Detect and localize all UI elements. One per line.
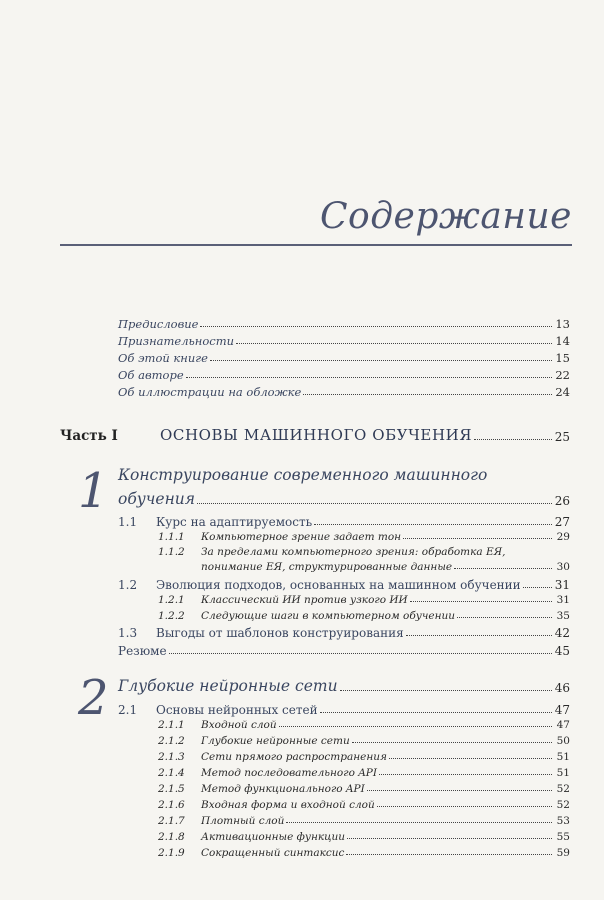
subsection-number: 2.1.5 xyxy=(158,783,185,795)
toc-subsection-2-1-6[interactable] xyxy=(158,799,570,811)
subsection-number: 2.1.2 xyxy=(158,735,185,747)
toc-section-1-3[interactable] xyxy=(118,626,570,640)
subsection-page: 51 xyxy=(556,751,570,763)
section-page: 31 xyxy=(554,578,570,592)
section-title: Основы нейронных сетей xyxy=(156,703,318,717)
toc-entry-acknowledgments[interactable] xyxy=(118,334,570,348)
subsection-number: 2.1.9 xyxy=(158,847,185,859)
subsection-page: 30 xyxy=(556,561,570,573)
part-page: 25 xyxy=(554,430,570,444)
subsection-page: 50 xyxy=(556,735,570,747)
chapter-1-title-line2: обучения xyxy=(118,490,196,508)
toc-section-2-1[interactable] xyxy=(118,703,570,717)
section-title: Эволюция подходов, основанных на машинном обучении xyxy=(156,578,521,592)
subsection-title: Компьютерное зрение задает тон xyxy=(201,531,402,543)
subsection-title: Сети прямого распространения xyxy=(201,751,387,763)
chapter-1-title-line1[interactable]: Конструирование современного машинного xyxy=(118,466,488,484)
section-number: 2.1 xyxy=(118,703,138,717)
subsection-page: 35 xyxy=(556,610,570,622)
subsection-number: 1.2.2 xyxy=(158,610,185,622)
toc-summary-1[interactable] xyxy=(118,644,570,658)
subsection-number: 1.2.1 xyxy=(158,594,185,606)
toc-part-1[interactable] xyxy=(60,426,570,444)
toc-subsection-2-1-5[interactable] xyxy=(158,783,570,795)
subsection-page: 31 xyxy=(556,594,570,606)
subsection-number: 1.1.1 xyxy=(158,531,185,543)
toc-entry-cover-illustration[interactable] xyxy=(118,385,570,399)
subsection-number: 2.1.6 xyxy=(158,799,185,811)
subsection-page: 29 xyxy=(556,531,570,543)
subsection-title: Активационные функции xyxy=(201,831,346,843)
section-title: Курс на адаптируемость xyxy=(156,515,313,529)
summary-page: 45 xyxy=(554,644,570,658)
entry-page: 22 xyxy=(555,368,570,382)
toc-entry-about-author[interactable] xyxy=(118,368,570,382)
subsection-number: 2.1.4 xyxy=(158,767,185,779)
subsection-number: 2.1.1 xyxy=(158,719,185,731)
section-number: 1.2 xyxy=(118,578,138,592)
toc-entry-about-book[interactable] xyxy=(118,351,570,365)
part-label: Часть I xyxy=(60,428,118,444)
subsection-title-cont: понимание ЕЯ, структурированные данные xyxy=(201,561,453,573)
toc-subsection-2-1-1[interactable] xyxy=(158,719,570,731)
entry-label: Признательности xyxy=(118,334,235,348)
section-page: 47 xyxy=(554,703,570,717)
toc-subsection-2-1-8[interactable] xyxy=(158,831,570,843)
part-title: ОСНОВЫ МАШИННОГО ОБУЧЕНИЯ xyxy=(160,426,473,444)
subsection-title: Входной слой xyxy=(201,719,277,731)
summary-title: Резюме xyxy=(118,644,167,658)
toc-subsection-1-1-2-line1[interactable] xyxy=(158,546,506,558)
entry-page: 15 xyxy=(555,351,570,365)
chapter-number-1: 1 xyxy=(78,463,109,519)
section-number: 1.3 xyxy=(118,626,138,640)
section-title: Выгоды от шаблонов конструирования xyxy=(156,626,404,640)
subsection-title: Глубокие нейронные сети xyxy=(201,735,350,747)
entry-page: 14 xyxy=(555,334,570,348)
toc-section-1-1[interactable] xyxy=(118,515,570,529)
chapter-number-2: 2 xyxy=(78,670,109,726)
toc-chapter-1[interactable] xyxy=(118,490,570,508)
toc-subsection-2-1-9[interactable] xyxy=(158,847,570,859)
toc-subsection-2-1-7[interactable] xyxy=(158,815,570,827)
subsection-title: За пределами компьютерного зрения: обработка ЕЯ, xyxy=(201,546,506,558)
toc-title: Содержание xyxy=(320,196,572,237)
toc-subsection-1-1-1[interactable] xyxy=(158,531,570,543)
subsection-page: 52 xyxy=(556,783,570,795)
subsection-title: Метод последовательного API xyxy=(201,767,378,779)
toc-chapter-2[interactable] xyxy=(118,677,570,695)
chapter-1-page: 26 xyxy=(554,494,570,508)
title-divider xyxy=(60,244,572,246)
subsection-number: 2.1.7 xyxy=(158,815,185,827)
toc-subsection-2-1-4[interactable] xyxy=(158,767,570,779)
subsection-title: Входная форма и входной слой xyxy=(201,799,375,811)
subsection-title: Классический ИИ против узкого ИИ xyxy=(201,594,408,606)
subsection-number: 2.1.3 xyxy=(158,751,185,763)
subsection-page: 51 xyxy=(556,767,570,779)
section-page: 42 xyxy=(554,626,570,640)
chapter-2-title: Глубокие нейронные сети xyxy=(118,677,338,695)
section-number: 1.1 xyxy=(118,515,138,529)
subsection-title: Сокращенный синтаксис xyxy=(201,847,345,859)
subsection-title: Следующие шаги в компьютерном обучении xyxy=(201,610,456,622)
toc-subsection-1-2-2[interactable] xyxy=(158,610,570,622)
subsection-page: 55 xyxy=(556,831,570,843)
subsection-title: Метод функционального API xyxy=(201,783,365,795)
subsection-page: 47 xyxy=(556,719,570,731)
toc-entry-preface[interactable] xyxy=(118,317,570,331)
chapter-2-page: 46 xyxy=(554,681,570,695)
toc-section-1-2[interactable] xyxy=(118,578,570,592)
section-page: 27 xyxy=(554,515,570,529)
entry-page: 13 xyxy=(555,317,570,331)
subsection-page: 53 xyxy=(556,815,570,827)
entry-page: 24 xyxy=(555,385,570,399)
toc-subsection-1-2-1[interactable] xyxy=(158,594,570,606)
subsection-page: 52 xyxy=(556,799,570,811)
subsection-number: 2.1.8 xyxy=(158,831,185,843)
toc-subsection-2-1-2[interactable] xyxy=(158,735,570,747)
entry-label: Об иллюстрации на обложке xyxy=(118,385,302,399)
entry-label: Предисловие xyxy=(118,317,199,331)
toc-subsection-1-1-2[interactable] xyxy=(201,561,570,573)
entry-label: Об этой книге xyxy=(118,351,208,365)
entry-label: Об авторе xyxy=(118,368,184,382)
subsection-number: 1.1.2 xyxy=(158,546,185,558)
subsection-page: 59 xyxy=(556,847,570,859)
subsection-title: Плотный слой xyxy=(201,815,285,827)
toc-subsection-2-1-3[interactable] xyxy=(158,751,570,763)
